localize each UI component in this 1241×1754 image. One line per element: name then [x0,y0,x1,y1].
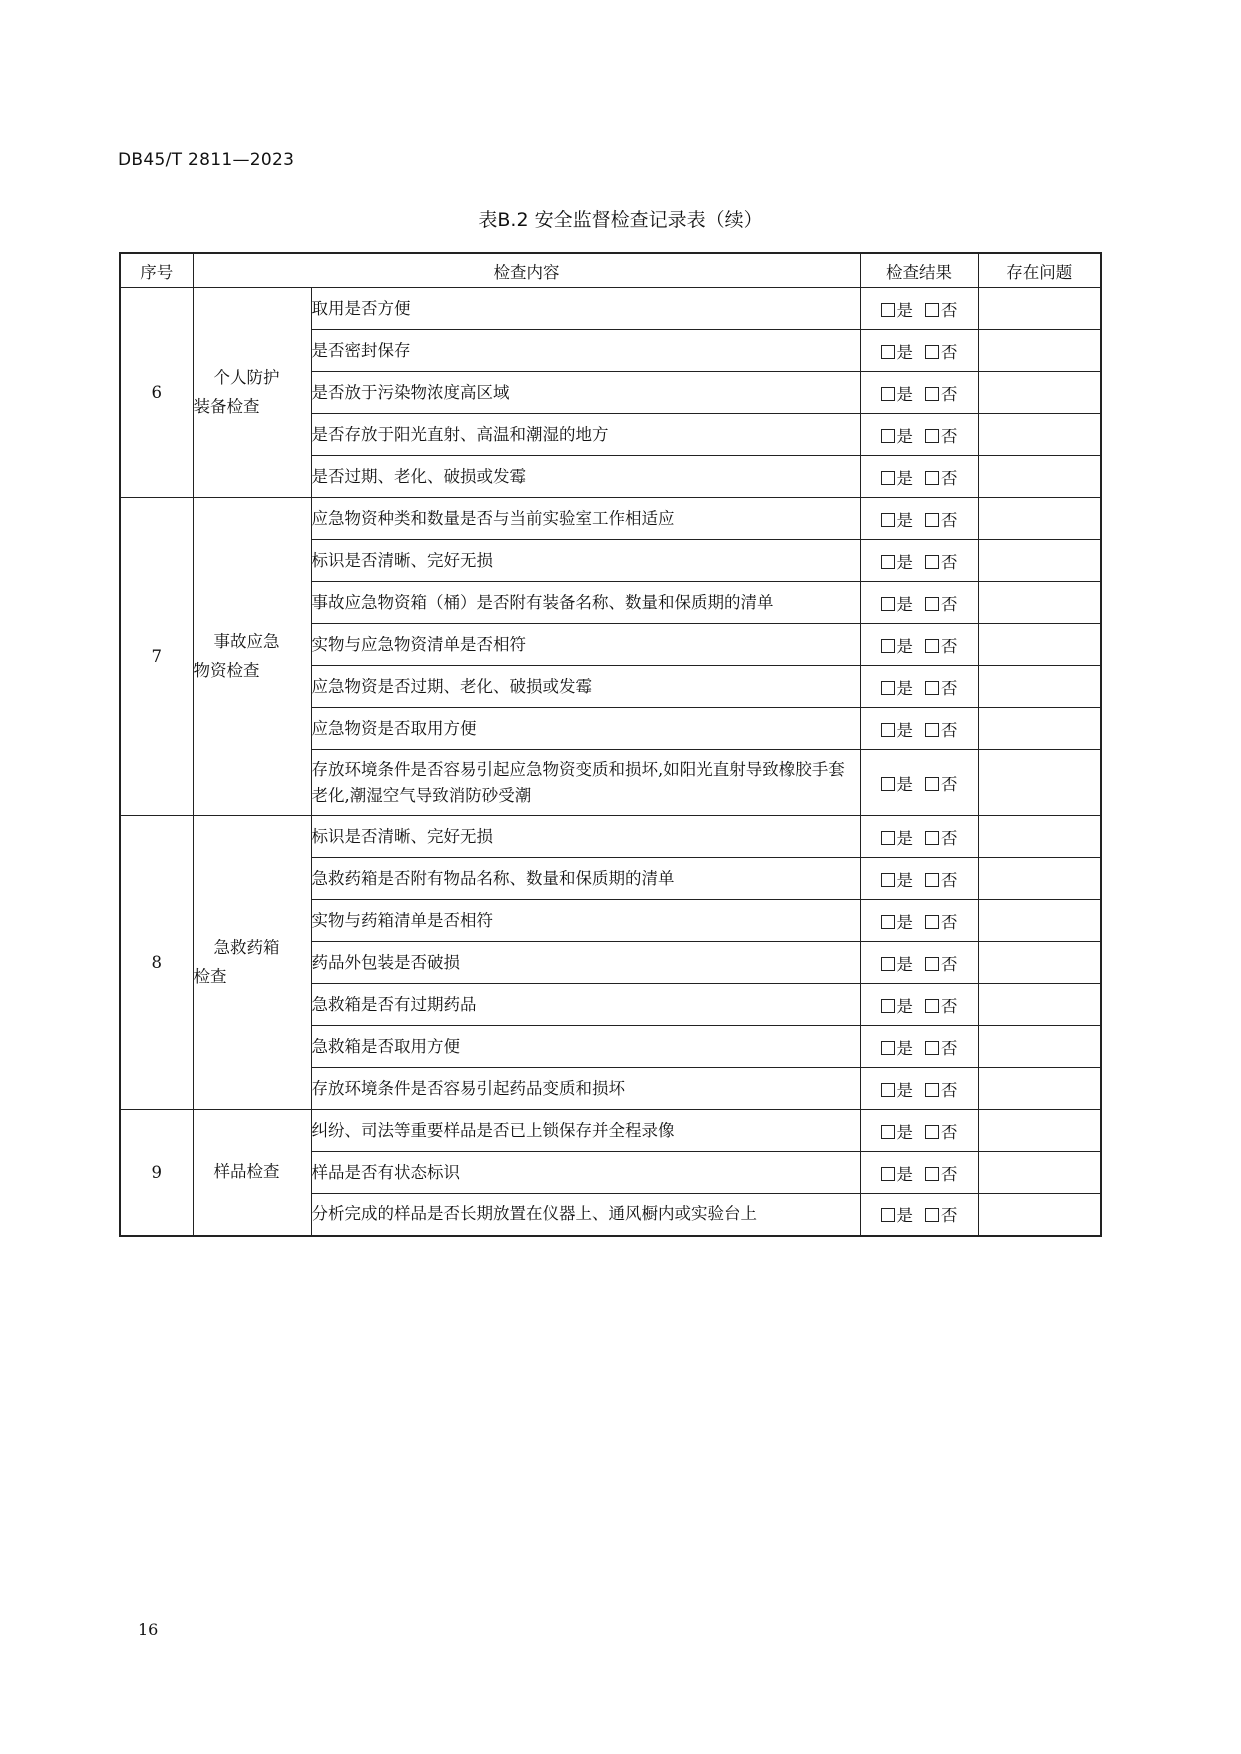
result-cell [860,1194,978,1236]
check-item: 纠纷、司法等重要样品是否已上锁保存并全程录像 [311,1110,860,1152]
check-item: 急救箱是否有过期药品 [311,984,860,1026]
check-item: 是否密封保存 [311,330,860,372]
category-line-1: 急救药箱 [213,937,280,957]
issue-cell[interactable] [978,858,1101,900]
check-item: 实物与药箱清单是否相符 [311,900,860,942]
issue-cell[interactable] [978,1026,1101,1068]
yes-checkbox[interactable] [881,915,895,929]
check-item: 是否过期、老化、破损或发霉 [311,456,860,498]
check-item: 取用是否方便 [311,288,860,330]
table-row [120,288,1101,330]
category-line-1: 个人防护 [213,367,280,387]
no-checkbox[interactable] [925,1208,939,1222]
item-number: 6 [120,288,193,498]
page-number: 16 [138,1620,159,1639]
no-label: 否 [941,552,958,572]
yes-checkbox[interactable] [881,429,895,443]
header-issue: 存在问题 [978,253,1101,288]
no-checkbox[interactable] [925,999,939,1013]
no-checkbox[interactable] [925,639,939,653]
inspection-category [193,816,311,1110]
yes-checkbox[interactable] [881,1167,895,1181]
no-checkbox[interactable] [925,471,939,485]
yes-label: 是 [896,954,913,974]
yes-label: 是 [896,1206,913,1226]
no-label: 否 [941,996,958,1016]
yes-label: 是 [896,996,913,1016]
yes-checkbox[interactable] [881,957,895,971]
no-label: 否 [941,636,958,656]
no-checkbox[interactable] [925,345,939,359]
no-label: 否 [941,594,958,614]
no-checkbox[interactable] [925,597,939,611]
no-label: 否 [941,468,958,488]
check-item: 样品是否有状态标识 [311,1152,860,1194]
table-header-row [120,253,1101,288]
item-number: 9 [120,1110,193,1236]
check-item: 标识是否清晰、完好无损 [311,816,860,858]
check-item: 药品外包装是否破损 [311,942,860,984]
yes-label: 是 [896,300,913,320]
issue-cell[interactable] [978,708,1101,750]
category-line-1: 样品检查 [213,1161,280,1181]
result-cell [860,900,978,942]
result-cell [860,498,978,540]
inspection-category [193,498,311,816]
issue-cell[interactable] [978,498,1101,540]
yes-checkbox[interactable] [881,303,895,317]
category-line-2: 检查 [193,966,227,986]
result-cell [860,858,978,900]
issue-cell[interactable] [978,372,1101,414]
result-cell [860,372,978,414]
no-checkbox[interactable] [925,1041,939,1055]
result-cell [860,540,978,582]
no-label: 否 [941,1038,958,1058]
check-item: 实物与应急物资清单是否相符 [311,624,860,666]
issue-cell[interactable] [978,330,1101,372]
check-item: 标识是否清晰、完好无损 [311,540,860,582]
yes-label: 是 [896,1122,913,1142]
issue-cell[interactable] [978,942,1101,984]
issue-cell[interactable] [978,1152,1101,1194]
result-cell [860,414,978,456]
no-checkbox[interactable] [925,957,939,971]
no-checkbox[interactable] [925,831,939,845]
issue-cell[interactable] [978,1110,1101,1152]
item-number: 8 [120,816,193,1110]
no-checkbox[interactable] [925,1083,939,1097]
yes-label: 是 [896,468,913,488]
yes-checkbox[interactable] [881,681,895,695]
yes-checkbox[interactable] [881,1125,895,1139]
no-label: 否 [941,720,958,740]
check-item: 急救药箱是否附有物品名称、数量和保质期的清单 [311,858,860,900]
issue-cell[interactable] [978,900,1101,942]
no-checkbox[interactable] [925,915,939,929]
result-cell [860,1068,978,1110]
table-title: 表B.2 安全监督检查记录表（续） [478,209,763,231]
issue-cell[interactable] [978,288,1101,330]
no-label: 否 [941,1164,958,1184]
yes-checkbox[interactable] [881,387,895,401]
item-number: 7 [120,498,193,816]
check-item: 应急物资是否取用方便 [311,708,860,750]
yes-label: 是 [896,384,913,404]
no-checkbox[interactable] [925,1125,939,1139]
no-checkbox[interactable] [925,303,939,317]
yes-checkbox[interactable] [881,639,895,653]
issue-cell[interactable] [978,624,1101,666]
yes-label: 是 [896,510,913,530]
no-label: 否 [941,1122,958,1142]
no-checkbox[interactable] [925,429,939,443]
check-item: 是否存放于阳光直射、高温和潮湿的地方 [311,414,860,456]
yes-checkbox[interactable] [881,777,895,791]
yes-label: 是 [896,774,913,794]
issue-cell[interactable] [978,1068,1101,1110]
yes-checkbox[interactable] [881,513,895,527]
document-code: DB45/T 2811—2023 [118,150,295,170]
yes-label: 是 [896,870,913,890]
table-row [120,498,1101,540]
no-label: 否 [941,1206,958,1226]
check-item: 存放环境条件是否容易引起药品变质和损坏 [311,1068,860,1110]
no-label: 否 [941,426,958,446]
yes-checkbox[interactable] [881,555,895,569]
result-cell [860,1026,978,1068]
yes-label: 是 [896,912,913,932]
inspection-record-table [119,252,1102,1237]
result-cell [860,942,978,984]
issue-cell[interactable] [978,414,1101,456]
yes-checkbox[interactable] [881,1041,895,1055]
yes-label: 是 [896,594,913,614]
result-cell [860,750,978,816]
no-checkbox[interactable] [925,777,939,791]
no-label: 否 [941,828,958,848]
category-line-2: 装备检查 [193,396,260,416]
no-checkbox[interactable] [925,873,939,887]
table-body [120,288,1101,1236]
yes-label: 是 [896,426,913,446]
yes-label: 是 [896,720,913,740]
yes-checkbox[interactable] [881,345,895,359]
header-result: 检查结果 [860,253,978,288]
table-row [120,1110,1101,1152]
result-cell [860,1110,978,1152]
yes-checkbox[interactable] [881,723,895,737]
check-item: 存放环境条件是否容易引起应急物资变质和损坏,如阳光直射导致橡胶手套老化,潮湿空气导致消防砂受潮 [311,750,860,816]
issue-cell[interactable] [978,1194,1101,1236]
no-checkbox[interactable] [925,387,939,401]
check-item: 应急物资是否过期、老化、破损或发霉 [311,666,860,708]
issue-cell[interactable] [978,666,1101,708]
yes-label: 是 [896,1080,913,1100]
yes-checkbox[interactable] [881,471,895,485]
no-label: 否 [941,300,958,320]
result-cell [860,330,978,372]
no-label: 否 [941,954,958,974]
yes-checkbox[interactable] [881,873,895,887]
yes-label: 是 [896,1038,913,1058]
yes-checkbox[interactable] [881,999,895,1013]
no-checkbox[interactable] [925,513,939,527]
check-item: 是否放于污染物浓度高区域 [311,372,860,414]
result-cell [860,456,978,498]
category-line-2: 物资检查 [193,660,260,680]
no-checkbox[interactable] [925,681,939,695]
issue-cell[interactable] [978,984,1101,1026]
issue-cell[interactable] [978,456,1101,498]
header-content: 检查内容 [193,253,860,288]
issue-cell[interactable] [978,540,1101,582]
no-label: 否 [941,342,958,362]
yes-checkbox[interactable] [881,1083,895,1097]
no-checkbox[interactable] [925,555,939,569]
yes-label: 是 [896,828,913,848]
issue-cell[interactable] [978,816,1101,858]
check-item: 急救箱是否取用方便 [311,1026,860,1068]
yes-label: 是 [896,1164,913,1184]
no-checkbox[interactable] [925,1167,939,1181]
result-cell [860,984,978,1026]
inspection-category [193,288,311,498]
yes-label: 是 [896,552,913,572]
check-item: 事故应急物资箱（桶）是否附有装备名称、数量和保质期的清单 [311,582,860,624]
yes-label: 是 [896,636,913,656]
check-item: 应急物资种类和数量是否与当前实验室工作相适应 [311,498,860,540]
inspection-category [193,1110,311,1236]
header-no: 序号 [120,253,193,288]
table-row [120,816,1101,858]
result-cell [860,624,978,666]
check-item: 分析完成的样品是否长期放置在仪器上、通风橱内或实验台上 [311,1194,860,1236]
no-label: 否 [941,912,958,932]
yes-label: 是 [896,678,913,698]
no-label: 否 [941,870,958,890]
no-label: 否 [941,384,958,404]
yes-label: 是 [896,342,913,362]
no-label: 否 [941,678,958,698]
issue-cell[interactable] [978,750,1101,816]
no-label: 否 [941,774,958,794]
result-cell [860,816,978,858]
yes-checkbox[interactable] [881,1208,895,1222]
yes-checkbox[interactable] [881,597,895,611]
result-cell [860,582,978,624]
no-label: 否 [941,1080,958,1100]
result-cell [860,708,978,750]
no-checkbox[interactable] [925,723,939,737]
result-cell [860,1152,978,1194]
issue-cell[interactable] [978,582,1101,624]
category-line-1: 事故应急 [213,631,280,651]
yes-checkbox[interactable] [881,831,895,845]
result-cell [860,666,978,708]
no-label: 否 [941,510,958,530]
result-cell [860,288,978,330]
